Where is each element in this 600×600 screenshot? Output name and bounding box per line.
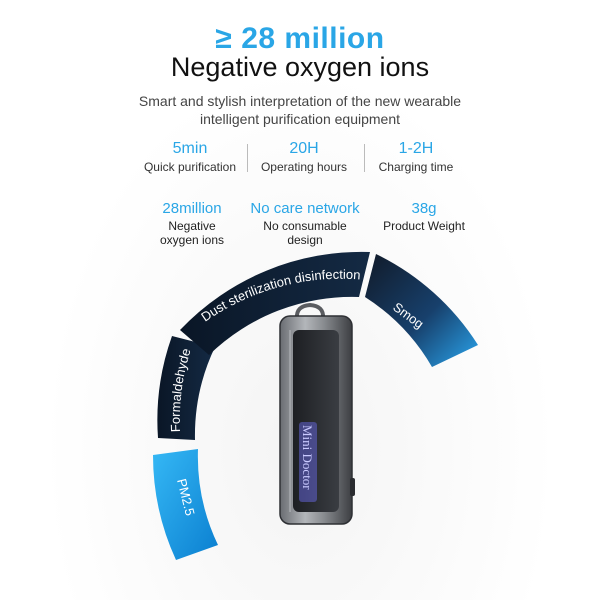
band-label-pm25: PM2.5 xyxy=(174,477,198,518)
band-smog xyxy=(365,254,478,367)
tagline-line-1: Smart and stylish interpretation of the new wearable xyxy=(138,93,462,109)
feature-value: No care network xyxy=(250,200,360,217)
feature-label-line-1: No consumable xyxy=(263,219,347,233)
stat-label: Charging time xyxy=(378,160,454,174)
stat-label: Quick purification xyxy=(143,160,237,174)
feature-label-line-1: Negative xyxy=(168,219,216,233)
stat-value: 1-2H xyxy=(398,140,434,157)
stat-value: 20H xyxy=(289,140,319,157)
band-label-dust: Dust sterilization disinfection xyxy=(198,266,362,325)
band-label-smog: Smog xyxy=(390,299,427,332)
feature-value: 28million xyxy=(162,200,222,217)
headline-value: ≥ 28 million xyxy=(215,22,385,55)
feature-label-line-2: design xyxy=(287,233,323,247)
device-display-text: Mini Doctor xyxy=(300,425,315,490)
tagline-line-2: intelligent purification equipment xyxy=(199,111,400,127)
band-label-formaldehyde: Formaldehyde xyxy=(167,346,194,433)
headline-subtitle: Negative oxygen ions xyxy=(170,52,430,82)
feature-value: 38g xyxy=(411,200,437,217)
device-side-button xyxy=(350,478,355,496)
feature-label-line-1: Product Weight xyxy=(383,219,465,233)
stat-label: Operating hours xyxy=(260,160,348,174)
stat-value: 5min xyxy=(172,140,208,157)
feature-label-line-2: oxygen ions xyxy=(159,233,225,247)
